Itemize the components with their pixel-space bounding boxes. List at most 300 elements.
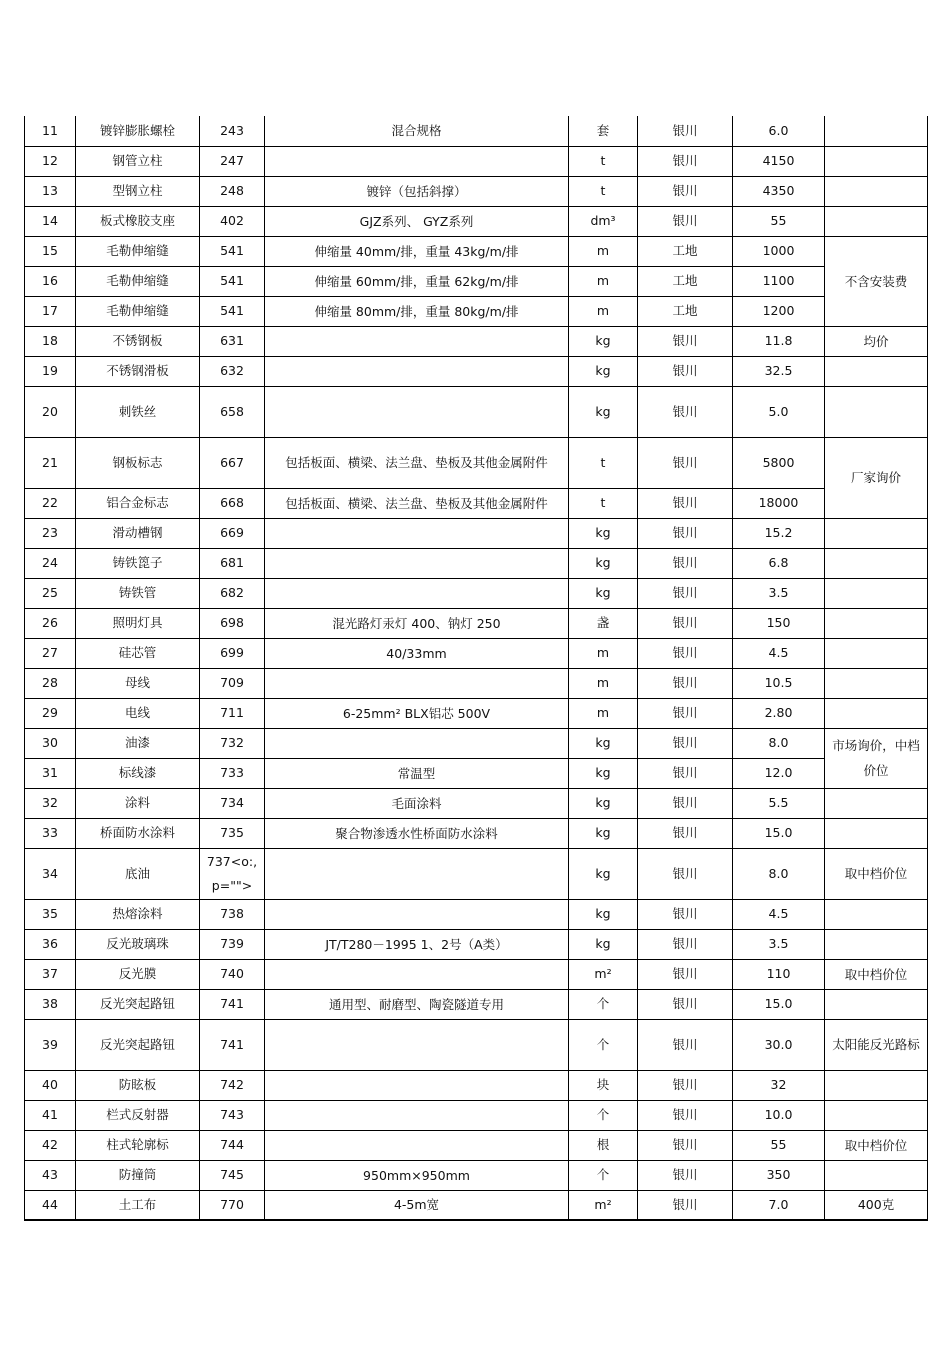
cell-note (825, 1100, 928, 1130)
table-row (25, 989, 928, 1019)
cell-code: 742 (200, 1070, 265, 1100)
cell-note (825, 146, 928, 176)
table-row (25, 206, 928, 236)
cell-unit: 个 (569, 989, 638, 1019)
cell-no: 39 (25, 1019, 76, 1070)
cell-code: 711 (200, 698, 265, 728)
cell-unit: m (569, 296, 638, 326)
cell-spec: 聚合物渗透水性桥面防水涂料 (265, 818, 569, 848)
cell-spec (265, 1100, 569, 1130)
cell-no: 35 (25, 899, 76, 929)
cell-name: 铸铁管 (76, 578, 200, 608)
cell-code: 743 (200, 1100, 265, 1130)
cell-spec (265, 326, 569, 356)
cell-name: 板式橡胶支座 (76, 206, 200, 236)
cell-spec: 伸缩量 80mm/排，重量 80kg/m/排 (265, 296, 569, 326)
cell-code: 681 (200, 548, 265, 578)
cell-unit: 盏 (569, 608, 638, 638)
cell-code: 745 (200, 1160, 265, 1190)
cell-place: 银川 (638, 488, 733, 518)
cell-note (825, 206, 928, 236)
cell-price: 3.5 (733, 929, 825, 959)
cell-note (825, 608, 928, 638)
cell-price: 7.0 (733, 1190, 825, 1220)
cell-unit: kg (569, 518, 638, 548)
cell-price: 2.80 (733, 698, 825, 728)
cell-note (825, 698, 928, 728)
cell-price: 12.0 (733, 758, 825, 788)
cell-unit: m (569, 668, 638, 698)
cell-price: 150 (733, 608, 825, 638)
cell-price: 10.0 (733, 1100, 825, 1130)
table-row (25, 578, 928, 608)
table-row (25, 146, 928, 176)
cell-spec (265, 899, 569, 929)
table-row (25, 899, 928, 929)
cell-no: 30 (25, 728, 76, 758)
cell-spec: JT/T280－1995 1、2号（A类） (265, 929, 569, 959)
cell-price: 18000 (733, 488, 825, 518)
cell-place: 银川 (638, 728, 733, 758)
cell-price: 4350 (733, 176, 825, 206)
cell-note: 不含安装费 (825, 236, 928, 326)
cell-spec (265, 668, 569, 698)
cell-no: 19 (25, 356, 76, 386)
cell-name: 刺铁丝 (76, 386, 200, 437)
cell-place: 银川 (638, 989, 733, 1019)
cell-unit: kg (569, 848, 638, 899)
cell-place: 银川 (638, 608, 733, 638)
cell-price: 1100 (733, 266, 825, 296)
cell-place: 银川 (638, 206, 733, 236)
cell-price: 6.8 (733, 548, 825, 578)
cell-name: 防眩板 (76, 1070, 200, 1100)
cell-place: 工地 (638, 296, 733, 326)
table-row (25, 1190, 928, 1220)
cell-name: 防撞筒 (76, 1160, 200, 1190)
cell-code: 632 (200, 356, 265, 386)
cell-unit: kg (569, 728, 638, 758)
cell-name: 油漆 (76, 728, 200, 758)
cell-unit: t (569, 146, 638, 176)
cell-no: 13 (25, 176, 76, 206)
cell-spec (265, 728, 569, 758)
cell-code: 541 (200, 296, 265, 326)
cell-unit: m (569, 698, 638, 728)
cell-code: 669 (200, 518, 265, 548)
cell-place: 银川 (638, 788, 733, 818)
cell-unit: dm³ (569, 206, 638, 236)
cell-code: 402 (200, 206, 265, 236)
cell-name: 硅芯管 (76, 638, 200, 668)
cell-price: 1000 (733, 236, 825, 266)
cell-place: 银川 (638, 578, 733, 608)
cell-code: 732 (200, 728, 265, 758)
cell-unit: t (569, 488, 638, 518)
cell-place: 银川 (638, 1130, 733, 1160)
cell-price: 8.0 (733, 848, 825, 899)
cell-name: 滑动槽钢 (76, 518, 200, 548)
table-row (25, 758, 928, 788)
cell-no: 40 (25, 1070, 76, 1100)
cell-spec (265, 146, 569, 176)
cell-spec: 毛面涂料 (265, 788, 569, 818)
cell-unit: kg (569, 548, 638, 578)
cell-no: 17 (25, 296, 76, 326)
cell-unit: kg (569, 899, 638, 929)
cell-code: 740 (200, 959, 265, 989)
cell-note: 取中档价位 (825, 959, 928, 989)
cell-no: 15 (25, 236, 76, 266)
cell-unit: 套 (569, 116, 638, 146)
cell-place: 银川 (638, 899, 733, 929)
cell-code: 667 (200, 437, 265, 488)
cell-no: 36 (25, 929, 76, 959)
cell-price: 15.0 (733, 818, 825, 848)
table-row (25, 608, 928, 638)
cell-price: 4150 (733, 146, 825, 176)
cell-name: 不锈钢滑板 (76, 356, 200, 386)
table-row (25, 818, 928, 848)
cell-no: 23 (25, 518, 76, 548)
cell-spec (265, 1070, 569, 1100)
cell-price: 30.0 (733, 1019, 825, 1070)
cell-spec: 4-5m宽 (265, 1190, 569, 1220)
cell-spec (265, 518, 569, 548)
cell-unit: t (569, 176, 638, 206)
cell-place: 银川 (638, 326, 733, 356)
cell-no: 38 (25, 989, 76, 1019)
cell-note (825, 929, 928, 959)
cell-no: 27 (25, 638, 76, 668)
table-row (25, 668, 928, 698)
cell-place: 银川 (638, 1070, 733, 1100)
cell-name: 母线 (76, 668, 200, 698)
cell-code: 631 (200, 326, 265, 356)
cell-spec: 伸缩量 40mm/排，重量 43kg/m/排 (265, 236, 569, 266)
table-row (25, 728, 928, 758)
cell-spec: 常温型 (265, 758, 569, 788)
cell-note (825, 818, 928, 848)
table-row (25, 176, 928, 206)
cell-place: 银川 (638, 848, 733, 899)
cell-spec (265, 548, 569, 578)
cell-note: 400克 (825, 1190, 928, 1220)
cell-name: 柱式轮廓标 (76, 1130, 200, 1160)
table-row (25, 638, 928, 668)
cell-price: 6.0 (733, 116, 825, 146)
table-row (25, 437, 928, 488)
cell-name: 热熔涂料 (76, 899, 200, 929)
cell-spec: GJZ系列、 GYZ系列 (265, 206, 569, 236)
table-row (25, 518, 928, 548)
cell-spec (265, 848, 569, 899)
cell-note (825, 356, 928, 386)
cell-place: 银川 (638, 959, 733, 989)
table-row (25, 266, 928, 296)
cell-no: 34 (25, 848, 76, 899)
cell-name: 钢板标志 (76, 437, 200, 488)
cell-price: 10.5 (733, 668, 825, 698)
cell-name: 不锈钢板 (76, 326, 200, 356)
table-row (25, 1070, 928, 1100)
cell-unit: m² (569, 959, 638, 989)
cell-no: 41 (25, 1100, 76, 1130)
cell-name: 反光突起路钮 (76, 989, 200, 1019)
table-row (25, 326, 928, 356)
cell-price: 32 (733, 1070, 825, 1100)
table-row (25, 236, 928, 266)
table-row (25, 386, 928, 437)
table-row (25, 959, 928, 989)
table-row (25, 788, 928, 818)
cell-note (825, 788, 928, 818)
cell-name: 底油 (76, 848, 200, 899)
cell-unit: kg (569, 326, 638, 356)
cell-note (825, 548, 928, 578)
cell-unit: m (569, 266, 638, 296)
table-row (25, 1130, 928, 1160)
cell-name: 桥面防水涂料 (76, 818, 200, 848)
cell-no: 42 (25, 1130, 76, 1160)
table-row (25, 356, 928, 386)
cell-place: 银川 (638, 668, 733, 698)
cell-no: 22 (25, 488, 76, 518)
cell-name: 钢管立柱 (76, 146, 200, 176)
cell-spec: 包括板面、横梁、法兰盘、垫板及其他金属附件 (265, 488, 569, 518)
cell-unit: kg (569, 929, 638, 959)
cell-spec: 混合规格 (265, 116, 569, 146)
cell-code: 668 (200, 488, 265, 518)
cell-price: 110 (733, 959, 825, 989)
cell-place: 银川 (638, 116, 733, 146)
table-row (25, 296, 928, 326)
cell-no: 43 (25, 1160, 76, 1190)
cell-note: 市场询价，中档价位 (825, 728, 928, 788)
cell-no: 29 (25, 698, 76, 728)
cell-place: 银川 (638, 548, 733, 578)
cell-price: 4.5 (733, 638, 825, 668)
table-row (25, 116, 928, 146)
cell-spec (265, 1019, 569, 1070)
cell-no: 44 (25, 1190, 76, 1220)
cell-code: 248 (200, 176, 265, 206)
cell-no: 14 (25, 206, 76, 236)
cell-code: 744 (200, 1130, 265, 1160)
cell-no: 21 (25, 437, 76, 488)
cell-note (825, 116, 928, 146)
cell-note: 取中档价位 (825, 848, 928, 899)
cell-place: 银川 (638, 638, 733, 668)
cell-no: 25 (25, 578, 76, 608)
cell-price: 3.5 (733, 578, 825, 608)
cell-name: 毛勒伸缩缝 (76, 236, 200, 266)
cell-price: 1200 (733, 296, 825, 326)
cell-name: 铝合金标志 (76, 488, 200, 518)
cell-name: 涂料 (76, 788, 200, 818)
cell-unit: kg (569, 818, 638, 848)
cell-spec (265, 386, 569, 437)
cell-name: 反光玻璃珠 (76, 929, 200, 959)
cell-spec (265, 959, 569, 989)
cell-price: 15.2 (733, 518, 825, 548)
table-row (25, 848, 928, 899)
cell-code: 737<o:, p=""> (200, 848, 265, 899)
cell-no: 12 (25, 146, 76, 176)
cell-code: 541 (200, 236, 265, 266)
table-row (25, 548, 928, 578)
cell-note (825, 638, 928, 668)
cell-no: 31 (25, 758, 76, 788)
cell-name: 毛勒伸缩缝 (76, 296, 200, 326)
cell-no: 18 (25, 326, 76, 356)
cell-place: 银川 (638, 1190, 733, 1220)
cell-note (825, 1070, 928, 1100)
cell-price: 8.0 (733, 728, 825, 758)
cell-unit: kg (569, 758, 638, 788)
cell-spec: 6-25mm² BLX铝芯 500V (265, 698, 569, 728)
cell-no: 26 (25, 608, 76, 638)
cell-name: 型钢立柱 (76, 176, 200, 206)
cell-unit: kg (569, 356, 638, 386)
cell-unit: 根 (569, 1130, 638, 1160)
cell-price: 5.0 (733, 386, 825, 437)
cell-name: 电线 (76, 698, 200, 728)
cell-no: 37 (25, 959, 76, 989)
cell-unit: kg (569, 788, 638, 818)
cell-spec: 混光路灯汞灯 400、钠灯 250 (265, 608, 569, 638)
cell-place: 银川 (638, 818, 733, 848)
cell-code: 541 (200, 266, 265, 296)
cell-code: 699 (200, 638, 265, 668)
material-price-table (24, 116, 928, 1221)
cell-unit: 个 (569, 1160, 638, 1190)
cell-unit: t (569, 437, 638, 488)
cell-note: 均价 (825, 326, 928, 356)
cell-unit: kg (569, 578, 638, 608)
cell-place: 银川 (638, 146, 733, 176)
cell-no: 24 (25, 548, 76, 578)
cell-place: 银川 (638, 176, 733, 206)
cell-name: 照明灯具 (76, 608, 200, 638)
cell-note: 太阳能反光路标 (825, 1019, 928, 1070)
cell-name: 反光突起路钮 (76, 1019, 200, 1070)
cell-no: 28 (25, 668, 76, 698)
cell-name: 栏式反射器 (76, 1100, 200, 1130)
cell-name: 反光膜 (76, 959, 200, 989)
cell-place: 银川 (638, 698, 733, 728)
cell-spec: 950mm×950mm (265, 1160, 569, 1190)
cell-price: 11.8 (733, 326, 825, 356)
cell-spec: 40/33mm (265, 638, 569, 668)
cell-unit: m (569, 236, 638, 266)
cell-spec (265, 1130, 569, 1160)
cell-spec: 包括板面、横梁、法兰盘、垫板及其他金属附件 (265, 437, 569, 488)
cell-place: 银川 (638, 1019, 733, 1070)
cell-price: 55 (733, 1130, 825, 1160)
cell-price: 15.0 (733, 989, 825, 1019)
cell-no: 11 (25, 116, 76, 146)
cell-spec: 伸缩量 60mm/排，重量 62kg/m/排 (265, 266, 569, 296)
cell-price: 350 (733, 1160, 825, 1190)
cell-code: 247 (200, 146, 265, 176)
cell-no: 32 (25, 788, 76, 818)
cell-place: 银川 (638, 1100, 733, 1130)
table-row (25, 1160, 928, 1190)
cell-note (825, 176, 928, 206)
cell-note (825, 386, 928, 437)
cell-note: 取中档价位 (825, 1130, 928, 1160)
cell-price: 32.5 (733, 356, 825, 386)
table-row (25, 698, 928, 728)
cell-unit: m² (569, 1190, 638, 1220)
cell-no: 20 (25, 386, 76, 437)
cell-code: 770 (200, 1190, 265, 1220)
cell-code: 734 (200, 788, 265, 818)
cell-unit: 块 (569, 1070, 638, 1100)
cell-name: 标线漆 (76, 758, 200, 788)
cell-code: 733 (200, 758, 265, 788)
cell-place: 银川 (638, 1160, 733, 1190)
cell-no: 16 (25, 266, 76, 296)
cell-code: 739 (200, 929, 265, 959)
cell-note (825, 989, 928, 1019)
cell-note (825, 578, 928, 608)
cell-unit: 个 (569, 1100, 638, 1130)
cell-place: 银川 (638, 386, 733, 437)
cell-place: 工地 (638, 236, 733, 266)
table-row (25, 929, 928, 959)
cell-code: 709 (200, 668, 265, 698)
cell-price: 5800 (733, 437, 825, 488)
table-body (25, 116, 928, 1220)
cell-code: 658 (200, 386, 265, 437)
cell-code: 243 (200, 116, 265, 146)
cell-spec: 镀锌（包括斜撑） (265, 176, 569, 206)
cell-unit: m (569, 638, 638, 668)
cell-code: 741 (200, 1019, 265, 1070)
cell-unit: kg (569, 386, 638, 437)
cell-note (825, 1160, 928, 1190)
cell-code: 741 (200, 989, 265, 1019)
cell-unit: 个 (569, 1019, 638, 1070)
cell-place: 银川 (638, 758, 733, 788)
table-row (25, 488, 928, 518)
cell-note (825, 668, 928, 698)
cell-code: 682 (200, 578, 265, 608)
cell-note (825, 899, 928, 929)
cell-spec (265, 356, 569, 386)
cell-name: 毛勒伸缩缝 (76, 266, 200, 296)
cell-name: 镀锌膨胀螺栓 (76, 116, 200, 146)
cell-name: 铸铁箆子 (76, 548, 200, 578)
cell-code: 735 (200, 818, 265, 848)
cell-code: 698 (200, 608, 265, 638)
cell-place: 银川 (638, 929, 733, 959)
cell-place: 工地 (638, 266, 733, 296)
cell-place: 银川 (638, 437, 733, 488)
cell-no: 33 (25, 818, 76, 848)
cell-spec: 通用型、耐磨型、陶瓷隧道专用 (265, 989, 569, 1019)
cell-price: 5.5 (733, 788, 825, 818)
cell-code: 738 (200, 899, 265, 929)
table-row (25, 1100, 928, 1130)
cell-price: 55 (733, 206, 825, 236)
cell-name: 土工布 (76, 1190, 200, 1220)
cell-price: 4.5 (733, 899, 825, 929)
cell-note: 厂家询价 (825, 437, 928, 518)
cell-note (825, 518, 928, 548)
